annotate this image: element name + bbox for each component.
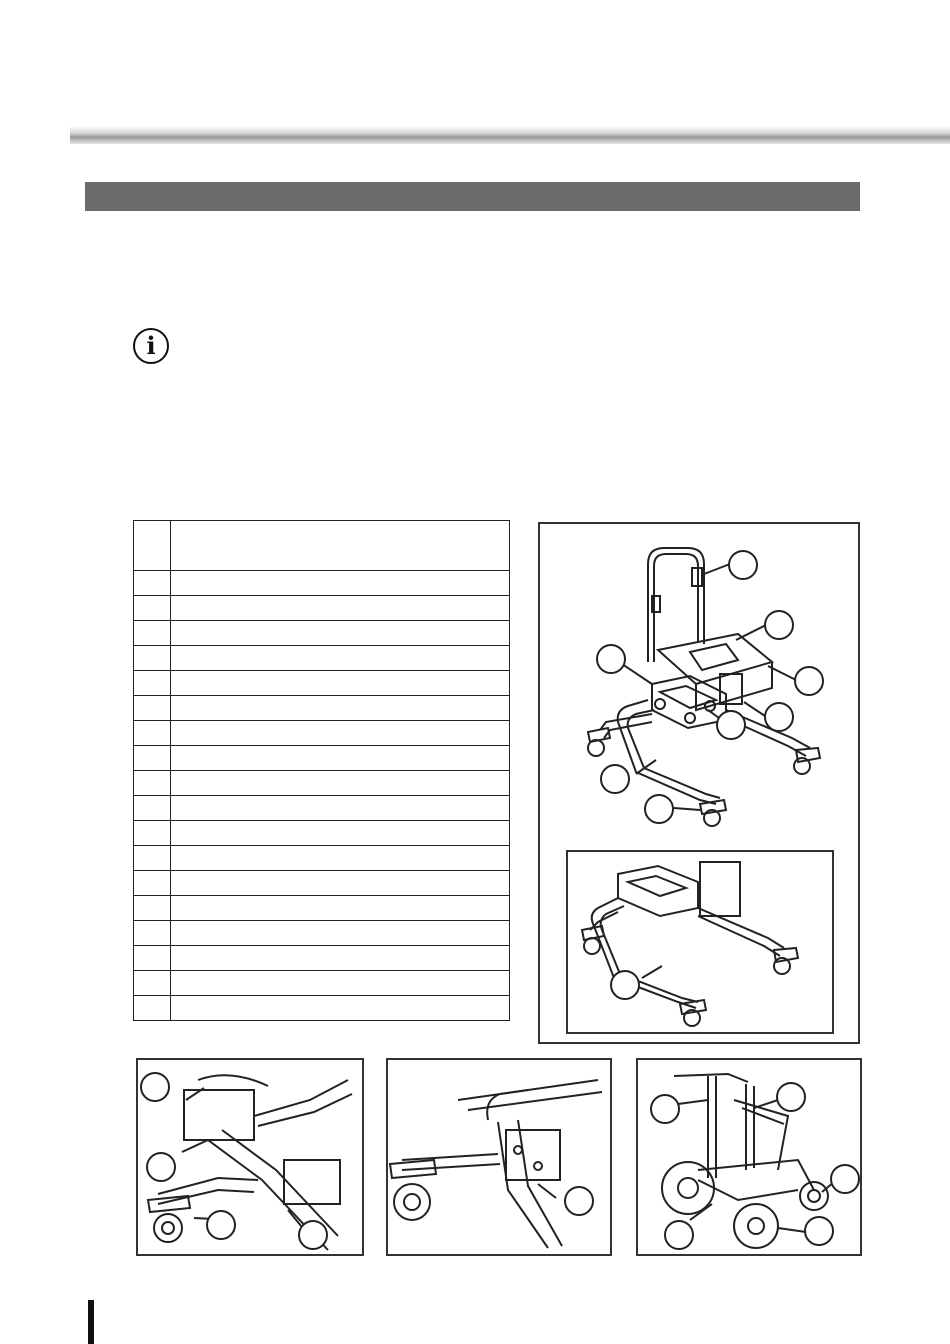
callout-marker: [298, 1220, 328, 1250]
part-description: [171, 896, 510, 921]
part-number: [134, 646, 171, 671]
callout-marker: [140, 1072, 170, 1102]
parts-table-header-description: [171, 521, 510, 571]
table-row: [134, 821, 510, 846]
callout-marker: [716, 710, 746, 740]
part-description: [171, 821, 510, 846]
callout-marker: [644, 794, 674, 824]
part-number: [134, 571, 171, 596]
part-description: [171, 971, 510, 996]
callout-marker: [610, 970, 640, 1000]
part-description: [171, 996, 510, 1021]
part-number: [134, 621, 171, 646]
part-description: [171, 671, 510, 696]
info-icon: i: [133, 328, 169, 364]
part-number: [134, 996, 171, 1021]
part-number: [134, 821, 171, 846]
table-row: [134, 571, 510, 596]
callout-marker: [650, 1094, 680, 1124]
table-row: [134, 846, 510, 871]
callout-marker: [764, 610, 794, 640]
callout-marker: [794, 666, 824, 696]
table-row: [134, 996, 510, 1021]
figure-main-walker: [538, 522, 860, 1044]
callout-marker: [764, 702, 794, 732]
callout-marker: [596, 644, 626, 674]
part-number: [134, 946, 171, 971]
part-description: [171, 946, 510, 971]
callout-marker: [804, 1216, 834, 1246]
part-description: [171, 921, 510, 946]
callout-marker: [600, 764, 630, 794]
part-number: [134, 871, 171, 896]
part-description: [171, 796, 510, 821]
table-row: [134, 771, 510, 796]
part-number: [134, 746, 171, 771]
parts-table: [133, 520, 510, 1021]
part-number: [134, 596, 171, 621]
section-heading-bar: [85, 182, 860, 211]
callout-marker: [664, 1220, 694, 1250]
inset-line-art: [568, 852, 832, 1032]
figure-detail-left: [136, 1058, 364, 1256]
part-number: [134, 971, 171, 996]
table-row: [134, 671, 510, 696]
part-description: [171, 721, 510, 746]
page-margin-bar: [88, 1300, 94, 1344]
part-description: [171, 571, 510, 596]
part-number: [134, 671, 171, 696]
part-description: [171, 746, 510, 771]
callout-marker: [830, 1164, 860, 1194]
part-number: [134, 721, 171, 746]
part-description: [171, 846, 510, 871]
parts-table-header-number: [134, 521, 171, 571]
table-row: [134, 646, 510, 671]
part-description: [171, 771, 510, 796]
figure-inset-frame: [566, 850, 834, 1034]
part-description: [171, 696, 510, 721]
part-description: [171, 871, 510, 896]
part-description: [171, 596, 510, 621]
part-description: [171, 621, 510, 646]
table-row: [134, 796, 510, 821]
table-row: [134, 596, 510, 621]
figure-detail-right: [636, 1058, 862, 1256]
callout-marker: [564, 1186, 594, 1216]
callout-marker: [206, 1210, 236, 1240]
part-number: [134, 696, 171, 721]
table-row: [134, 971, 510, 996]
part-number: [134, 796, 171, 821]
callout-marker: [776, 1082, 806, 1112]
part-number: [134, 846, 171, 871]
detail-middle-line-art: [388, 1060, 610, 1254]
header-rule: [70, 126, 950, 144]
parts-table-header: [134, 521, 510, 571]
part-number: [134, 921, 171, 946]
table-row: [134, 896, 510, 921]
part-description: [171, 646, 510, 671]
table-row: [134, 621, 510, 646]
figure-detail-middle: [386, 1058, 612, 1256]
callout-marker: [728, 550, 758, 580]
table-row: [134, 921, 510, 946]
callout-marker: [146, 1152, 176, 1182]
table-row: [134, 721, 510, 746]
table-row: [134, 696, 510, 721]
part-number: [134, 771, 171, 796]
table-row: [134, 946, 510, 971]
table-row: [134, 746, 510, 771]
table-row: [134, 871, 510, 896]
part-number: [134, 896, 171, 921]
